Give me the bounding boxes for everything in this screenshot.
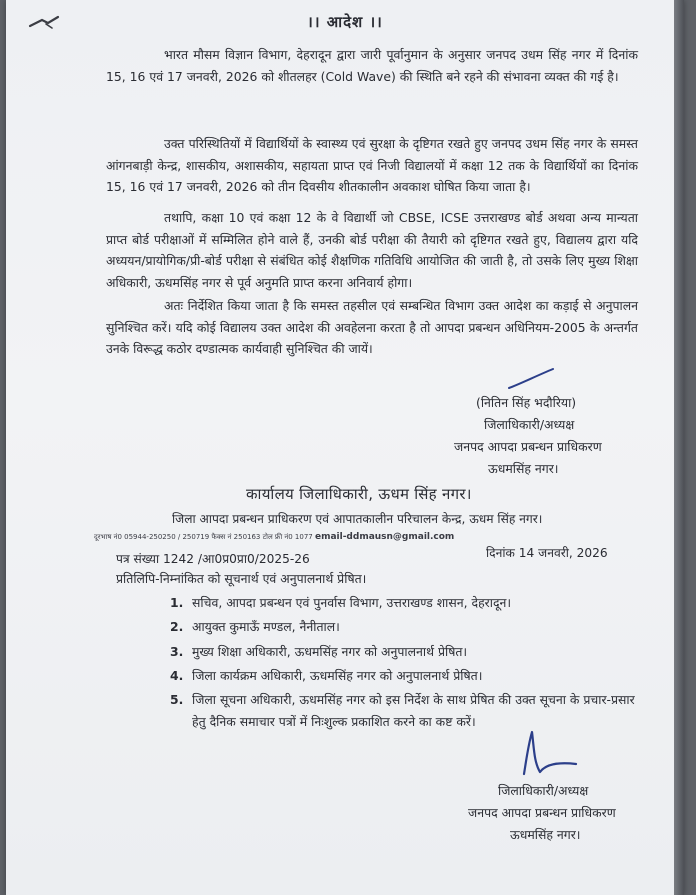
order-signature-block: [446, 392, 676, 480]
phone-numbers: दूरभाष नं0 05944-250250 / 250719 फैक्स नं 250163 टोल फ्री नं0 1077: [94, 533, 313, 541]
order-paragraph-3: [106, 207, 638, 293]
signatory-name: (नितिन सिंह भदौरिया): [476, 395, 577, 410]
signature-scribble-icon: [512, 728, 582, 778]
signatory2-authority: जनपद आपदा प्रबन्धन प्राधिकरण: [468, 805, 616, 820]
letter-reference: पत्र संख्या 1242 /आ0प्र0प्रा0/2025-26: [116, 552, 310, 566]
list-item: [170, 665, 650, 687]
list-item-number: 5.: [170, 692, 184, 708]
signature-stroke-icon: [506, 366, 556, 392]
order-paragraph-3-text: तथापि, कक्षा 10 एवं कक्षा 12 के वे विद्यार्थी जो CBSE, ICSE उत्तराखण्ड बोर्ड अथवा अन्य मान्यता प्राप्त बोर्ड परीक्षाओं में सम्मिलित होने वाले हैं, उनकी बोर्ड परीक्षा की तैयारी को दृष्टिगत रखते हुए, विद्यालय द्वारा यदि अध्ययन/प्रायोगिक/प्री-बोर्ड परीक्षा से संबंधित कोई शैक्षणिक गतिविधि आयोजित की जाती है, तो उसके लिए मुख्य शिक्षा अधिकारी, ऊधमसिंह नगर से पूर्व अनुमति प्राप्त करना अनिवार्य होगा।: [106, 210, 638, 290]
list-item: [170, 616, 650, 638]
order-paragraph-4-text: अतः निर्देशित किया जाता है कि समस्त तहसील एवं सम्बन्धित विभाग उक्त आदेश का कड़ाई से अनुपालन सुनिश्चित करें। यदि कोई विद्यालय उक्त आदेश की अवहेलना करता है तो आपदा प्रबन्धन अधिनियम-2005 के अन्तर्गत उनके विरूद्ध कठोर दण्डात्मक कार्यवाही सुनिश्चित की जायें।: [106, 298, 638, 356]
document-page: [6, 0, 684, 895]
list-item-text: आयुक्त कुमाऊँ मण्डल, नैनीताल।: [192, 619, 340, 635]
copy-signature-block: [458, 780, 678, 846]
list-item: [170, 641, 650, 663]
recipient-list: [170, 592, 650, 735]
list-item: [170, 689, 650, 732]
contact-line: [94, 532, 454, 542]
signatory2-designation: जिलाधिकारी/अध्यक्ष: [498, 783, 589, 798]
order-paragraph-1-text: भारत मौसम विज्ञान विभाग, देहरादून द्वारा जारी पूर्वानुमान के अनुसार जनपद उधम सिंह नगर में दिनांक 15, 16 एवं 17 जनवरी, 2026 को शीतलहर (Cold Wave) की स्थिति बने रहने की संभावना व्यक्त की गई है।: [106, 47, 638, 84]
order-heading: ।। आदेश ।।: [307, 13, 383, 31]
list-item-number: 1.: [170, 595, 184, 610]
letter-date: दिनांक 14 जनवरी, 2026: [486, 546, 608, 560]
signatory-designation: जिलाधिकारी/अध्यक्ष: [484, 417, 575, 432]
office-title: कार्यालय जिलाधिकारी, ऊधम सिंह नगर।: [246, 485, 472, 503]
list-item-text: मुख्य शिक्षा अधिकारी, ऊधमसिंह नगर को अनुपालनार्थ प्रेषित।: [192, 643, 468, 659]
list-item-text: जिला कार्यक्रम अधिकारी, ऊधमसिंह नगर को अनुपालनार्थ प्रेषित।: [192, 667, 483, 683]
order-paragraph-2-text: उक्त परिस्थितियों में विद्यार्थियों के स्वास्थ्य एवं सुरक्षा के दृष्टिगत रखते हुए जनपद उधम सिंह नगर के समस्त आंगनबाड़ी केन्द्र, शासकीय, अशासकीय, सहायता प्राप्त एवं निजी विद्यालयों में कक्षा 12 तक के विद्यार्थियों का दिनांक 15, 16 एवं 17 जनवरी, 2026 को तीन दिवसीय शीतकालीन अवकाश घोषित किया जाता है।: [106, 136, 639, 194]
list-item: [170, 592, 650, 614]
list-item-number: 3.: [170, 643, 184, 659]
order-paragraph-4: [106, 295, 638, 360]
copy-intro: प्रतिलिपि-निम्नांकित को सूचनार्थ एवं अनुपालनार्थ प्रेषित।: [116, 571, 367, 586]
order-paragraph-2: [106, 133, 638, 198]
list-item-text: सचिव, आपदा प्रबन्धन एवं पुनर्वास विभाग, उत्तराखण्ड शासन, देहरादून।: [192, 595, 512, 610]
office-subtitle: जिला आपदा प्रबन्धन प्राधिकरण एवं आपातकालीन परिचालन केन्द्र, ऊधम सिंह नगर।: [172, 512, 543, 526]
signatory2-place: ऊधमसिंह नगर।: [510, 827, 581, 842]
list-item-number: 2.: [170, 619, 184, 635]
signatory-authority: जनपद आपदा प्रबन्धन प्राधिकरण: [454, 439, 602, 454]
list-item-text: जिला सूचना अधिकारी, ऊधमसिंह नगर को इस निर्देश के साथ प्रेषित की उक्त सूचना के प्रचार-प्रसार हेतु दैनिक समाचार पत्रों में निःशुल्क प्रकाशित करने का कष्ट करें।: [192, 692, 635, 729]
office-email: email-ddmausn@gmail.com: [314, 532, 455, 542]
order-paragraph-1: [106, 44, 638, 87]
signatory-place: ऊधमसिंह नगर।: [488, 461, 559, 476]
list-item-number: 4.: [170, 667, 184, 683]
